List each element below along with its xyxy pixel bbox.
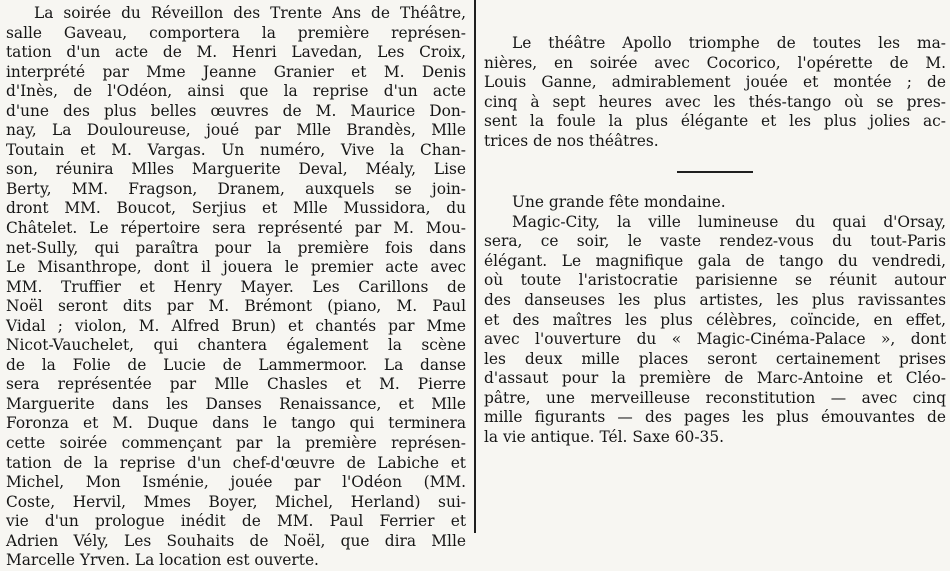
text-line: d'Inès, de l'Odéon, ainsi que la reprise d'un acte xyxy=(6,82,466,101)
text-line: sera, ce soir, le vaste rendez-vous du tout-Paris xyxy=(484,232,946,251)
separator-rule xyxy=(677,171,753,173)
text-line: tation de la reprise d'un chef-d'œuvre de Labiche et xyxy=(6,453,466,472)
text-line: d'assaut pour la première de Marc-Antoine et Cléo- xyxy=(484,369,946,388)
text-line: Le théâtre Apollo triomphe de toutes les ma- xyxy=(512,34,946,52)
text-line: Magic-City, la ville lumineuse du quai d'Orsay, xyxy=(512,212,946,231)
text-line: Châtelet. Le répertoire sera représenté par M. Mou- xyxy=(6,219,466,238)
text-line: son, réunira Mlles Marguerite Deval, Méaly, Lise xyxy=(6,160,466,179)
magic-city-article xyxy=(484,193,946,447)
text-line: Marguerite dans les Danses Renaissance, et Mlle xyxy=(6,394,466,413)
text-line: nières, en soirée avec Cocorico, l'opérette de M. xyxy=(484,53,946,72)
text-line: nay, La Douloureuse, joué par Mlle Brandès, Mlle xyxy=(6,121,466,140)
text-line: de la Folie de Lucie de Lammermoor. La danse xyxy=(6,355,466,374)
text-line: Toutain et M. Vargas. Un numéro, Vive la Chan- xyxy=(6,140,466,159)
text-line: Le Misanthrope, dont il jouera le premier acte avec xyxy=(6,258,466,277)
article-heading: Une grande fête mondaine. xyxy=(512,193,726,212)
text-line: Vidal ; violon, M. Alfred Brun) et chantés par Mme xyxy=(6,316,466,335)
text-line: où toute l'aristocratie parisienne se réunit autour xyxy=(484,271,946,290)
text-line: dront MM. Boucot, Serjius et Mlle Mussidora, du xyxy=(6,199,466,218)
text-line: les deux mille places seront certainement prises xyxy=(484,349,946,368)
text-line: trices de nos théâtres. xyxy=(484,131,659,150)
text-line: Marcelle Yrven. La location est ouverte. xyxy=(6,551,319,570)
text-line: sent la foule la plus élégante et les plus jolies ac- xyxy=(484,112,946,131)
right-column xyxy=(484,34,946,447)
text-line: Berty, MM. Fragson, Dranem, auxquels se join- xyxy=(6,179,466,198)
text-line: des danseuses les plus artistes, les plus ravissantes xyxy=(484,291,946,310)
text-line: MM. Truffier et Henry Mayer. Les Carillons de xyxy=(6,277,466,296)
text-line: Noël seront dits par M. Brémont (piano, M. Paul xyxy=(6,297,466,316)
text-line: Coste, Hervil, Mmes Boyer, Michel, Herland) sui- xyxy=(6,492,466,511)
text-line: La soirée du Réveillon des Trente Ans de Théâtre, xyxy=(34,4,466,22)
text-line: d'une des plus belles œuvres de M. Maurice Don- xyxy=(6,101,466,120)
text-line: net-Sully, qui paraîtra pour la première fois dans xyxy=(6,238,466,257)
text-line: Nicot-Vauchelet, qui chantera également la scène xyxy=(6,336,466,355)
text-line: cette soirée commençant par la première représen- xyxy=(6,434,466,453)
text-line: vie d'un prologue inédit de MM. Paul Ferrier et xyxy=(6,512,466,531)
text-line: tation d'un acte de M. Henri Lavedan, Les Croix, xyxy=(6,43,466,62)
section-separator xyxy=(484,151,946,193)
text-line: salle Gaveau, comportera la première représen- xyxy=(6,23,466,42)
apollo-article xyxy=(484,34,946,151)
text-line: interprété par Mme Jeanne Granier et M. Denis xyxy=(6,62,466,81)
text-line: cinq à sept heures avec les thés-tango où se pres- xyxy=(484,92,946,111)
text-line: Michel, Mon Isménie, jouée par l'Odéon (MM. xyxy=(6,473,466,492)
text-line: Adrien Vély, Les Souhaits de Noël, que dira Mlle xyxy=(6,531,466,550)
text-line: élégant. Le magnifique gala de tango du vendredi, xyxy=(484,251,946,270)
text-line: pâtre, une merveilleuse reconstitution — avec cinq xyxy=(484,388,946,407)
text-line: sera représentée par Mlle Chasles et M. Pierre xyxy=(6,375,466,394)
text-line: et des maîtres les plus célèbres, coïncide, en effet, xyxy=(484,310,946,329)
text-line: Louis Ganne, admirablement jouée et montée ; de xyxy=(484,73,946,92)
text-line: la vie antique. Tél. Saxe 60-35. xyxy=(484,427,725,446)
text-line: Foronza et M. Duque dans le tango qui terminera xyxy=(6,414,466,433)
text-line: avec l'ouverture du « Magic-Cinéma-Palace », dont xyxy=(484,330,946,349)
column-divider xyxy=(474,0,476,533)
left-column-article xyxy=(6,4,466,571)
text-line: mille figurants — des pages les plus émouvantes de xyxy=(484,408,946,427)
